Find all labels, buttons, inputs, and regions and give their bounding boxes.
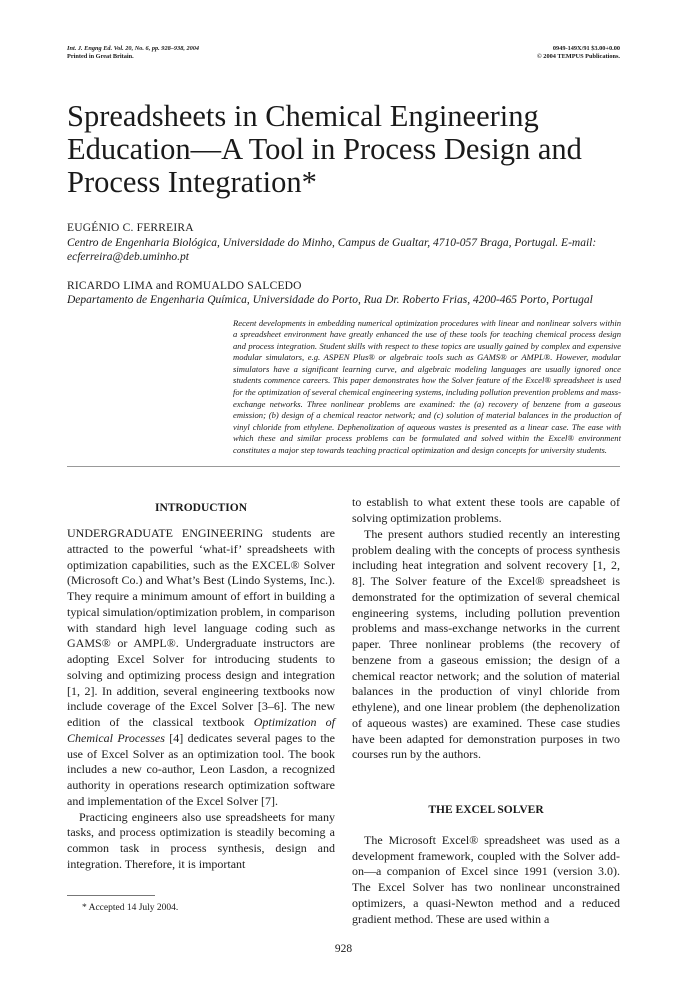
citation-line: Int. J. Engng Ed. Vol. 20, No. 6, pp. 928–938, 2004 (67, 45, 200, 52)
author-block-2 (67, 279, 620, 308)
book-title: Optimization of Chemical Processes (67, 715, 335, 745)
author-name: RICARDO LIMA and ROMUALDO SALCEDO (67, 279, 302, 292)
author-block-1 (67, 221, 620, 265)
footnote-rule (67, 895, 155, 896)
author-affiliation: Departamento de Engenharia Química, Universidade do Porto, Rua Dr. Roberto Frias, 4200-465 Porto, Portugal (67, 294, 593, 307)
author-affiliation: Centro de Engenharia Biológica, Universidade do Minho, Campus de Gualtar, 4710-057 Braga, Portugal. E-mail: ecferreira@deb.uminho.pt (67, 236, 597, 264)
paragraph: The present authors studied recently an interesting problem dealing with the concepts of process synthesis including heat integration and solvent recovery [1, 2, 8]. The Solver feature of the Excel® spreadsheet is demonstrated for the optimization of several chemical engineering systems, including pollution prevention problems and mass-exchange networks in the current paper. Three nonlinear problems (the recovery of benzene from a gaseous emission; the design of a chemical reactor network; and the solution of material balances in the production of vinyl chloride from ethylene), and one linear problem (the dephenolization of aqueous wastes) are examined. These case studies have been adapted for demonstration purposes in two courses run by the authors. (352, 526, 620, 762)
paragraph: The Microsoft Excel® spreadsheet was used as a development framework, coupled with the Solver add-on—a companion of Excel since 1991 (version 3.0). The Excel Solver has two nonlinear unconstrained optimizers, a quasi-Newton method and a reduced gradient method. These are used within a (352, 832, 620, 926)
paragraph: to establish to what extent these tools are capable of solving optimization problems. (352, 495, 620, 525)
body-columns (67, 467, 620, 927)
running-header (67, 45, 620, 60)
paragraph: Practicing engineers also use spreadsheets for many tasks, and process optimization is steadily becoming a common task in process synthesis, design and integration. Therefore, it is important (67, 809, 335, 871)
right-column (352, 495, 620, 927)
text: UNDERGRADUATE ENGINEERING students are attracted to the powerful ‘what-if’ spreadsheets with optimization capabilities, such as the EXCEL® Solver (Microsoft Co.) and What’s Best (Lindo Systems, Inc.). They require a minimum amount of effort in building a typical simulation/optimization problem, in comparison with standard high level language coding such as GAMS® or AMPL®. Undergraduate instructors are adopting Excel Solver for introducing students to solving and optimizing process design and integration [1, 2]. In addition, several engineering textbooks now include coverage of the Excel Solver [3–6]. The new edition of the classical textbook (67, 526, 335, 729)
issn-line: 0949-149X/91 $3.00+0.00 (552, 45, 620, 52)
section-heading-excel-solver: THE EXCEL SOLVER (428, 804, 544, 816)
paper-title: Spreadsheets in Chemical Engineering Education—A Tool in Process Design and Process Integration* (67, 99, 582, 200)
paragraph (67, 526, 335, 810)
section-heading-introduction: INTRODUCTION (154, 502, 247, 515)
author-name: EUGÉNIO C. FERREIRA (67, 222, 194, 235)
journal-citation (67, 45, 199, 60)
text: [4] dedicates several pages to the use of Excel Solver as an optimization tool. The book includes a new co-author, Leon Lasdon, a recognized authority in operations research optimization software and implementation of the Excel Solver [7]. (67, 730, 335, 808)
copyright-line: © 2004 TEMPUS Publications. (537, 52, 620, 60)
printed-line: Printed in Great Britain. (67, 52, 134, 60)
left-column (67, 467, 335, 927)
publisher-info (537, 45, 620, 60)
page-number: 928 (334, 943, 353, 956)
footnote: * Accepted 14 July 2004. (82, 902, 179, 913)
abstract: Recent developments in embedding numerical optimization procedures with linear and nonlinear solvers within a spreadsheet environment have greatly enhanced the use of these tools for teaching chemical process design and process integration. Student skills with respect to these topics are usually gained by complex and expensive modular simulators, e.g. ASPEN Plus® or algebraic tools such as GAMS® or AMPL®. However, modular simulators have a significant learning curve, and algebraic modeling languages are usually ignored once students commence careers. This paper demonstrates how the Solver feature of the Excel® spreadsheet is used for the optimization of several chemical engineering systems, including pollution prevention problems and mass-exchange networks. Three nonlinear problems are examined: the (a) recovery of benzene from a gaseous emission; (b) design of a chemical reactor network; and (c) solution of material balances in the production of vinyl chloride from ethylene. Dephenolization of aqueous wastes is presented as a linear case. The ease with which these and similar process problems can be formulated and solved within the Excel® environment constitutes a major step towards teaching practical optimization and design concepts for university students. (233, 317, 621, 455)
